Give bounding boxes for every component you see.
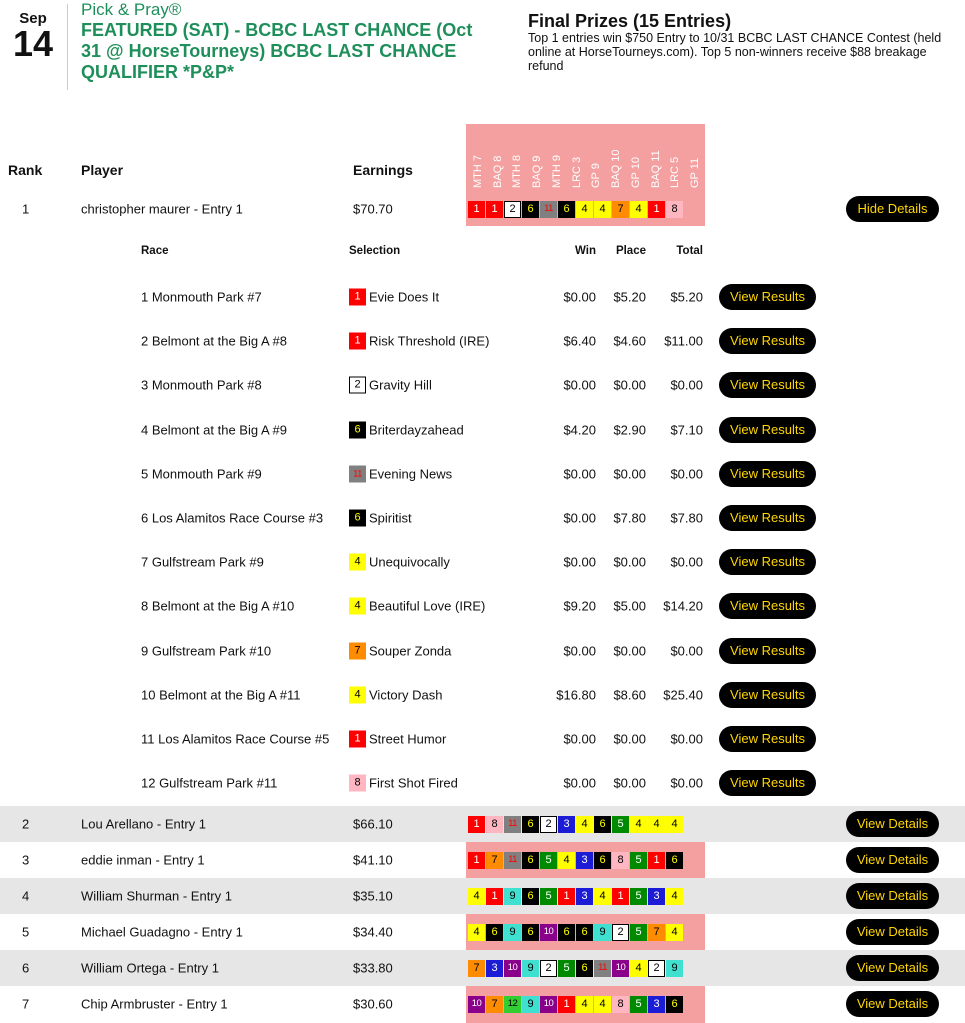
rank-cell: 1 bbox=[22, 201, 30, 217]
player-header: Player bbox=[81, 162, 124, 178]
earnings-cell: $70.70 bbox=[353, 201, 393, 217]
detail-selection bbox=[349, 731, 446, 748]
header-divider bbox=[67, 4, 68, 90]
detail-race: 8 Belmont at the Big A #10 bbox=[141, 598, 295, 614]
detail-selection bbox=[349, 775, 458, 792]
details-total-header: Total bbox=[676, 245, 703, 257]
post-position-chip: 7 bbox=[349, 642, 366, 659]
detail-total: $0.00 bbox=[670, 466, 703, 482]
detail-win: $4.20 bbox=[563, 422, 596, 438]
post-position-chip: 2 bbox=[504, 201, 521, 218]
detail-race: 9 Gulfstream Park #10 bbox=[141, 643, 272, 659]
rank-header: Rank bbox=[8, 162, 43, 178]
post-position-chip: 9 bbox=[522, 996, 539, 1013]
race-header-label: MTH 7 bbox=[471, 155, 484, 188]
horse-name: First Shot Fired bbox=[369, 775, 458, 791]
race-header-label: MTH 8 bbox=[511, 155, 524, 188]
post-position-chip: 6 bbox=[576, 924, 593, 941]
post-position-chip: 9 bbox=[594, 924, 611, 941]
post-position-chip: 11 bbox=[594, 960, 611, 977]
detail-win: $0.00 bbox=[563, 289, 596, 305]
post-position-chip: 5 bbox=[630, 996, 647, 1013]
post-position-chip: 6 bbox=[666, 996, 683, 1013]
detail-total: $0.00 bbox=[670, 775, 703, 791]
post-position-chip: 6 bbox=[558, 924, 575, 941]
post-position-chip: 4 bbox=[576, 996, 593, 1013]
post-position-chip: 8 bbox=[612, 996, 629, 1013]
post-position-chip: 1 bbox=[486, 201, 503, 218]
post-position-chip: 1 bbox=[349, 333, 366, 350]
detail-place: $0.00 bbox=[613, 554, 646, 570]
detail-win: $0.00 bbox=[563, 466, 596, 482]
detail-win: $9.20 bbox=[563, 598, 596, 614]
post-position-chip: 2 bbox=[540, 816, 557, 833]
post-position-chip: 6 bbox=[349, 510, 366, 527]
detail-place: $8.60 bbox=[613, 687, 646, 703]
post-position-chip: 4 bbox=[576, 816, 593, 833]
post-position-chip: 4 bbox=[630, 960, 647, 977]
table-row bbox=[0, 914, 965, 950]
race-header-label: BAQ 10 bbox=[610, 149, 623, 188]
post-position-chip: 1 bbox=[648, 852, 665, 869]
entry-picks bbox=[466, 806, 705, 842]
race-header-label: GP 9 bbox=[590, 163, 603, 188]
detail-place: $0.00 bbox=[613, 377, 646, 393]
detail-place: $0.00 bbox=[613, 731, 646, 747]
detail-selection bbox=[349, 642, 451, 659]
earnings-cell: $34.40 bbox=[353, 924, 393, 940]
detail-win: $0.00 bbox=[563, 731, 596, 747]
view-results-button[interactable]: View Results bbox=[719, 417, 816, 443]
table-row bbox=[0, 986, 965, 1022]
hide-details-button[interactable]: Hide Details bbox=[846, 196, 939, 222]
detail-race: 2 Belmont at the Big A #8 bbox=[141, 333, 287, 349]
detail-place: $5.00 bbox=[613, 598, 646, 614]
detail-race: 1 Monmouth Park #7 bbox=[141, 289, 262, 305]
entry-picks bbox=[466, 914, 705, 950]
post-position-chip: 7 bbox=[486, 852, 503, 869]
detail-race: 4 Belmont at the Big A #9 bbox=[141, 422, 287, 438]
race-header-gp-9 bbox=[587, 124, 607, 192]
post-position-chip: 9 bbox=[504, 924, 521, 941]
post-position-chip: 4 bbox=[666, 816, 683, 833]
view-details-button[interactable]: View Details bbox=[846, 919, 939, 945]
post-position-chip: 1 bbox=[468, 816, 485, 833]
detail-row bbox=[0, 540, 965, 584]
detail-selection bbox=[349, 465, 452, 482]
post-position-chip: 4 bbox=[594, 888, 611, 905]
player-cell: christopher maurer - Entry 1 bbox=[81, 201, 243, 217]
horse-name: Gravity Hill bbox=[369, 377, 432, 393]
post-position-chip: 4 bbox=[349, 686, 366, 703]
post-position-chip: 5 bbox=[630, 888, 647, 905]
post-position-chip: 2 bbox=[648, 960, 665, 977]
race-header-label: MTH 9 bbox=[550, 155, 563, 188]
race-header-mth-8 bbox=[508, 124, 528, 192]
detail-total: $5.20 bbox=[670, 289, 703, 305]
post-position-chip: 8 bbox=[666, 201, 683, 218]
table-row bbox=[0, 842, 965, 878]
race-header-label: BAQ 11 bbox=[649, 150, 662, 188]
earnings-cell: $41.10 bbox=[353, 852, 393, 868]
post-position-chip: 6 bbox=[666, 852, 683, 869]
detail-race: 5 Monmouth Park #9 bbox=[141, 466, 262, 482]
post-position-chip: 5 bbox=[630, 852, 647, 869]
view-results-button[interactable]: View Results bbox=[719, 328, 816, 354]
player-cell: eddie inman - Entry 1 bbox=[81, 852, 205, 868]
post-position-chip: 1 bbox=[612, 888, 629, 905]
post-position-chip: 11 bbox=[349, 465, 366, 482]
horse-name: Evie Does It bbox=[369, 289, 440, 305]
rank-cell: 3 bbox=[22, 852, 30, 868]
post-position-chip: 11 bbox=[504, 816, 521, 833]
detail-win: $0.00 bbox=[563, 510, 596, 526]
post-position-chip: 4 bbox=[630, 201, 647, 218]
detail-total: $0.00 bbox=[670, 377, 703, 393]
post-position-chip: 3 bbox=[486, 960, 503, 977]
post-position-chip: 4 bbox=[468, 924, 485, 941]
detail-win: $16.80 bbox=[556, 687, 596, 703]
race-header-label: BAQ 8 bbox=[491, 155, 504, 188]
view-results-button[interactable]: View Results bbox=[719, 505, 816, 531]
detail-row bbox=[0, 673, 965, 717]
post-position-chip: 1 bbox=[468, 852, 485, 869]
entry-picks bbox=[466, 950, 705, 986]
race-header-baq-8 bbox=[488, 124, 508, 192]
view-results-button[interactable]: View Results bbox=[719, 461, 816, 487]
post-position-chip: 6 bbox=[522, 816, 539, 833]
post-position-chip: 4 bbox=[666, 924, 683, 941]
post-position-chip: 4 bbox=[576, 201, 593, 218]
post-position-chip: 4 bbox=[666, 888, 683, 905]
date-month: Sep bbox=[19, 10, 47, 27]
post-position-chip: 7 bbox=[468, 960, 485, 977]
horse-name: Victory Dash bbox=[369, 687, 443, 703]
post-position-chip: 9 bbox=[504, 888, 521, 905]
post-position-chip: 4 bbox=[558, 852, 575, 869]
post-position-chip: 10 bbox=[504, 960, 521, 977]
post-position-chip: 6 bbox=[522, 924, 539, 941]
details-win-header: Win bbox=[575, 245, 596, 257]
post-position-chip: 8 bbox=[349, 775, 366, 792]
post-position-chip: 6 bbox=[558, 201, 575, 218]
view-results-button[interactable]: View Results bbox=[719, 682, 816, 708]
contest-title: FEATURED (SAT) - BCBC LAST CHANCE (Oct 31 @ HorseTourneys) BCBC LAST CHANCE QUALIFIER *P&P* bbox=[81, 20, 473, 82]
race-header-gp-11 bbox=[685, 124, 705, 192]
detail-race: 12 Gulfstream Park #11 bbox=[141, 775, 278, 791]
race-header-label: GP 10 bbox=[629, 157, 642, 188]
race-header-lrc-3 bbox=[567, 124, 587, 192]
table-row bbox=[0, 194, 965, 224]
horse-name: Street Humor bbox=[369, 731, 447, 747]
detail-row bbox=[0, 452, 965, 496]
post-position-chip: 1 bbox=[486, 888, 503, 905]
post-position-chip: 6 bbox=[486, 924, 503, 941]
detail-place: $2.90 bbox=[613, 422, 646, 438]
horse-name: Spiritist bbox=[369, 510, 412, 526]
detail-selection bbox=[349, 333, 489, 350]
detail-race: 11 Los Alamitos Race Course #5 bbox=[141, 731, 330, 747]
detail-total: $11.00 bbox=[664, 333, 703, 349]
rank-cell: 5 bbox=[22, 924, 30, 940]
horse-name: Risk Threshold (IRE) bbox=[369, 333, 490, 349]
detail-row bbox=[0, 761, 965, 805]
post-position-chip: 4 bbox=[349, 554, 366, 571]
post-position-chip: 7 bbox=[612, 201, 629, 218]
detail-win: $0.00 bbox=[563, 377, 596, 393]
detail-row bbox=[0, 717, 965, 761]
view-details-button[interactable]: View Details bbox=[846, 847, 939, 873]
post-position-chip: 1 bbox=[468, 201, 485, 218]
post-position-chip: 6 bbox=[594, 816, 611, 833]
post-position-chip: 4 bbox=[594, 996, 611, 1013]
post-position-chip: 9 bbox=[666, 960, 683, 977]
post-position-chip: 6 bbox=[522, 888, 539, 905]
post-position-chip: 10 bbox=[540, 996, 557, 1013]
post-position-chip: 5 bbox=[630, 924, 647, 941]
contest-brand: Pick & Pray® bbox=[81, 0, 182, 19]
view-details-button[interactable]: View Details bbox=[846, 955, 939, 981]
race-header-mth-9 bbox=[547, 124, 567, 192]
detail-win: $0.00 bbox=[563, 554, 596, 570]
detail-selection bbox=[349, 421, 464, 438]
rank-cell: 2 bbox=[22, 816, 30, 832]
player-cell: Lou Arellano - Entry 1 bbox=[81, 816, 207, 832]
post-position-chip: 6 bbox=[522, 852, 539, 869]
post-position-chip: 12 bbox=[504, 996, 521, 1013]
detail-place: $0.00 bbox=[613, 643, 646, 659]
post-position-chip: 1 bbox=[349, 731, 366, 748]
post-position-chip: 6 bbox=[349, 421, 366, 438]
detail-selection bbox=[349, 377, 432, 394]
post-position-chip: 3 bbox=[648, 888, 665, 905]
race-header-baq-10 bbox=[606, 124, 626, 192]
detail-total: $7.80 bbox=[670, 510, 703, 526]
race-header-baq-9 bbox=[527, 124, 547, 192]
details-race-header: Race bbox=[141, 245, 169, 257]
race-headers bbox=[466, 124, 705, 192]
post-position-chip: 5 bbox=[540, 852, 557, 869]
details-place-header: Place bbox=[615, 245, 646, 257]
detail-place: $4.60 bbox=[613, 333, 646, 349]
post-position-chip: 4 bbox=[468, 888, 485, 905]
post-position-chip: 4 bbox=[630, 816, 647, 833]
post-position-chip: 1 bbox=[558, 996, 575, 1013]
detail-total: $25.40 bbox=[663, 687, 703, 703]
detail-row bbox=[0, 496, 965, 540]
post-position-chip: 11 bbox=[540, 201, 557, 218]
entry-picks bbox=[466, 194, 705, 224]
race-header-mth-7 bbox=[468, 124, 488, 192]
player-cell: William Shurman - Entry 1 bbox=[81, 888, 232, 904]
post-position-chip: 3 bbox=[648, 996, 665, 1013]
entry-picks bbox=[466, 878, 705, 914]
earnings-cell: $35.10 bbox=[353, 888, 393, 904]
rank-cell: 4 bbox=[22, 888, 30, 904]
player-cell: Chip Armbruster - Entry 1 bbox=[81, 996, 228, 1012]
detail-race: 3 Monmouth Park #8 bbox=[141, 377, 262, 393]
detail-win: $6.40 bbox=[563, 333, 596, 349]
prizes-heading: Final Prizes (15 Entries) bbox=[528, 11, 732, 31]
race-header-label: BAQ 9 bbox=[531, 155, 544, 188]
player-cell: Michael Guadagno - Entry 1 bbox=[81, 924, 243, 940]
race-header-label: LRC 3 bbox=[570, 156, 583, 188]
race-header-gp-10 bbox=[626, 124, 646, 192]
detail-row bbox=[0, 408, 965, 452]
earnings-header: Earnings bbox=[353, 162, 413, 178]
contest-info bbox=[81, 0, 491, 83]
prizes-panel bbox=[528, 11, 948, 73]
detail-selection bbox=[349, 289, 439, 306]
table-row bbox=[0, 878, 965, 914]
view-results-button[interactable]: View Results bbox=[719, 726, 816, 752]
horse-name: Evening News bbox=[369, 466, 453, 482]
detail-row bbox=[0, 584, 965, 628]
post-position-chip: 4 bbox=[648, 816, 665, 833]
details-selection-header: Selection bbox=[349, 245, 401, 257]
detail-total: $0.00 bbox=[670, 731, 703, 747]
earnings-cell: $30.60 bbox=[353, 996, 393, 1012]
detail-place: $7.80 bbox=[613, 510, 646, 526]
post-position-chip: 4 bbox=[594, 201, 611, 218]
prizes-description: Top 1 entries win $750 Entry to 10/31 BCBC LAST CHANCE Contest (held online at HorseTourneys.com). Top 5 non-winners receive $88 breakage refund bbox=[528, 31, 942, 73]
post-position-chip: 3 bbox=[558, 816, 575, 833]
view-results-button[interactable]: View Results bbox=[719, 284, 816, 310]
rank-cell: 7 bbox=[22, 996, 30, 1012]
detail-win: $0.00 bbox=[563, 643, 596, 659]
post-position-chip: 2 bbox=[612, 924, 629, 941]
post-position-chip: 2 bbox=[349, 377, 366, 394]
view-details-button[interactable]: View Details bbox=[846, 883, 939, 909]
entry-picks bbox=[466, 986, 705, 1022]
entry-picks bbox=[466, 842, 705, 878]
post-position-chip: 8 bbox=[612, 852, 629, 869]
detail-row bbox=[0, 363, 965, 407]
table-row bbox=[0, 950, 965, 986]
detail-total: $14.20 bbox=[663, 598, 703, 614]
detail-selection bbox=[349, 686, 442, 703]
detail-place: $0.00 bbox=[613, 466, 646, 482]
horse-name: Unequivocally bbox=[369, 554, 450, 570]
earnings-cell: $66.10 bbox=[353, 816, 393, 832]
view-results-button[interactable]: View Results bbox=[719, 593, 816, 619]
view-results-button[interactable]: View Results bbox=[719, 372, 816, 398]
detail-race: 7 Gulfstream Park #9 bbox=[141, 554, 264, 570]
detail-row bbox=[0, 629, 965, 673]
post-position-chip: 1 bbox=[648, 201, 665, 218]
post-position-chip: 2 bbox=[540, 960, 557, 977]
detail-race: 10 Belmont at the Big A #11 bbox=[141, 687, 301, 703]
detail-race: 6 Los Alamitos Race Course #3 bbox=[141, 510, 324, 526]
view-results-button[interactable]: View Results bbox=[719, 638, 816, 664]
detail-selection bbox=[349, 554, 450, 571]
contest-date bbox=[10, 10, 56, 64]
detail-total: $0.00 bbox=[670, 643, 703, 659]
post-position-chip: 6 bbox=[594, 852, 611, 869]
detail-total: $0.00 bbox=[670, 554, 703, 570]
horse-name: Briterdayzahead bbox=[369, 422, 464, 438]
race-header-label: GP 11 bbox=[689, 157, 702, 188]
post-position-chip: 8 bbox=[486, 816, 503, 833]
post-position-chip: 7 bbox=[486, 996, 503, 1013]
detail-win: $0.00 bbox=[563, 775, 596, 791]
post-position-chip: 1 bbox=[558, 888, 575, 905]
post-position-chip: 10 bbox=[540, 924, 557, 941]
post-position-chip: 1 bbox=[349, 289, 366, 306]
post-position-chip: 5 bbox=[558, 960, 575, 977]
post-position-chip: 10 bbox=[468, 996, 485, 1013]
post-position-chip: 7 bbox=[648, 924, 665, 941]
table-row bbox=[0, 806, 965, 842]
post-position-chip: 5 bbox=[612, 816, 629, 833]
detail-row bbox=[0, 319, 965, 363]
date-day: 14 bbox=[12, 23, 54, 64]
post-position-chip: 10 bbox=[612, 960, 629, 977]
post-position-chip: 6 bbox=[522, 201, 539, 218]
post-position-chip: 11 bbox=[504, 852, 521, 869]
rank-cell: 6 bbox=[22, 960, 30, 976]
post-position-chip: 3 bbox=[576, 888, 593, 905]
horse-name: Souper Zonda bbox=[369, 643, 452, 659]
detail-total: $7.10 bbox=[670, 422, 703, 438]
view-results-button[interactable]: View Results bbox=[719, 770, 816, 796]
view-details-button[interactable]: View Details bbox=[846, 811, 939, 837]
post-position-chip: 3 bbox=[576, 852, 593, 869]
race-header-lrc-5 bbox=[666, 124, 686, 192]
post-position-chip: 4 bbox=[349, 598, 366, 615]
race-header-baq-11 bbox=[646, 124, 666, 192]
view-results-button[interactable]: View Results bbox=[719, 549, 816, 575]
detail-selection bbox=[349, 598, 485, 615]
detail-place: $0.00 bbox=[613, 775, 646, 791]
detail-selection bbox=[349, 510, 412, 527]
earnings-cell: $33.80 bbox=[353, 960, 393, 976]
post-position-chip: 5 bbox=[540, 888, 557, 905]
player-cell: William Ortega - Entry 1 bbox=[81, 960, 219, 976]
post-position-chip: 9 bbox=[522, 960, 539, 977]
horse-name: Beautiful Love (IRE) bbox=[369, 598, 486, 614]
race-header-label: LRC 5 bbox=[669, 156, 682, 188]
post-position-chip: 6 bbox=[576, 960, 593, 977]
view-details-button[interactable]: View Details bbox=[846, 991, 939, 1017]
detail-place: $5.20 bbox=[613, 289, 646, 305]
detail-row bbox=[0, 275, 965, 319]
